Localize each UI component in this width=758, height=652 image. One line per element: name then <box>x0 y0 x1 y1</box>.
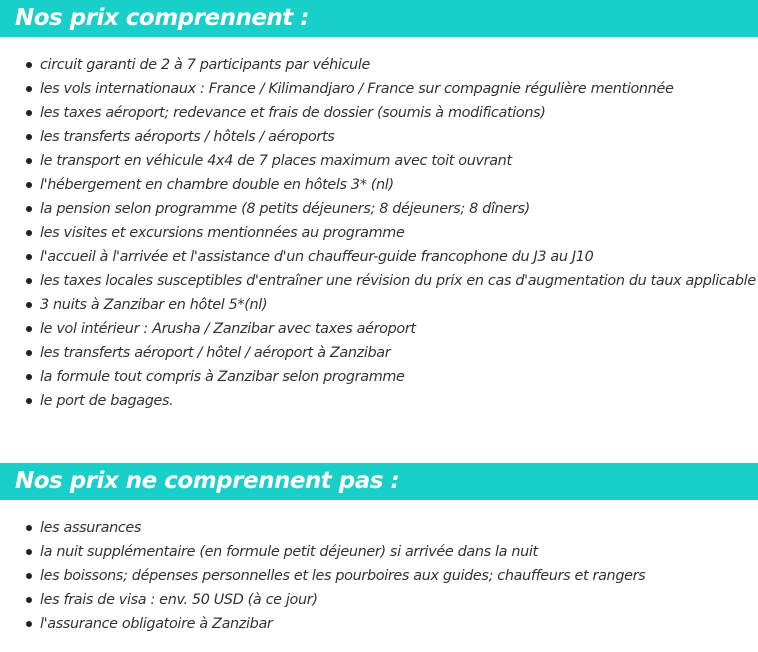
list-item <box>0 245 756 269</box>
list-item <box>0 588 645 612</box>
bullet-icon <box>26 110 32 116</box>
list-item-text: les visites et excursions mentionnées au programme <box>40 225 405 241</box>
list-item-text: circuit garanti de 2 à 7 participants par véhicule <box>40 57 371 73</box>
list-item <box>0 564 645 588</box>
list-item <box>0 389 756 413</box>
bullet-icon <box>26 549 32 555</box>
excluded-section-title: Nos prix ne comprennent pas : <box>15 468 400 494</box>
bullet-icon <box>26 374 32 380</box>
bullet-icon <box>26 350 32 356</box>
list-item-text: les transferts aéroport / hôtel / aéroport à Zanzibar <box>40 345 391 361</box>
bullet-icon <box>26 134 32 140</box>
bullet-icon <box>26 62 32 68</box>
bullet-icon <box>26 182 32 188</box>
bullet-icon <box>26 230 32 236</box>
list-item-text: 3 nuits à Zanzibar en hôtel 5*(nl) <box>40 297 268 313</box>
list-item-text: le transport en véhicule 4x4 de 7 places maximum avec toit ouvrant <box>40 153 512 169</box>
list-item <box>0 540 645 564</box>
list-item <box>0 149 756 173</box>
list-item-text: l'accueil à l'arrivée et l'assistance d'un chauffeur-guide francophone du J3 au J10 <box>40 249 594 265</box>
list-item <box>0 612 645 636</box>
included-items-list <box>0 53 756 413</box>
list-item-text: les vols internationaux : France / Kilimandjaro / France sur compagnie régulière mentionnée <box>40 81 674 97</box>
included-section-banner <box>0 0 758 37</box>
list-item <box>0 341 756 365</box>
list-item <box>0 53 756 77</box>
list-item-text: la pension selon programme (8 petits déjeuners; 8 déjeuners; 8 dîners) <box>40 201 530 217</box>
excluded-items-list <box>0 516 645 636</box>
list-item-text: les frais de visa : env. 50 USD (à ce jour) <box>40 592 318 608</box>
list-item-text: la nuit supplémentaire (en formule petit déjeuner) si arrivée dans la nuit <box>40 544 538 560</box>
list-item <box>0 173 756 197</box>
included-section-title: Nos prix comprennent : <box>15 5 310 31</box>
list-item-text: les taxes aéroport; redevance et frais de dossier (soumis à modifications) <box>40 105 546 121</box>
bullet-icon <box>26 254 32 260</box>
list-item <box>0 516 645 540</box>
list-item-text: les taxes locales susceptibles d'entraîner une révision du prix en cas d'augmentation du taux applicable <box>40 273 756 289</box>
list-item-text: les transferts aéroports / hôtels / aéroports <box>40 129 335 145</box>
list-item-text: le port de bagages. <box>40 393 174 409</box>
bullet-icon <box>26 326 32 332</box>
list-item-text: l'assurance obligatoire à Zanzibar <box>40 616 273 632</box>
bullet-icon <box>26 206 32 212</box>
list-item <box>0 101 756 125</box>
list-item <box>0 221 756 245</box>
bullet-icon <box>26 621 32 627</box>
bullet-icon <box>26 398 32 404</box>
list-item <box>0 293 756 317</box>
bullet-icon <box>26 158 32 164</box>
list-item-text: les boissons; dépenses personnelles et les pourboires aux guides; chauffeurs et rangers <box>40 568 646 584</box>
list-item <box>0 77 756 101</box>
bullet-icon <box>26 597 32 603</box>
bullet-icon <box>26 278 32 284</box>
list-item <box>0 125 756 149</box>
list-item <box>0 197 756 221</box>
list-item-text: le vol intérieur : Arusha / Zanzibar avec taxes aéroport <box>40 321 416 337</box>
bullet-icon <box>26 86 32 92</box>
bullet-icon <box>26 302 32 308</box>
list-item-text: la formule tout compris à Zanzibar selon programme <box>40 369 405 385</box>
bullet-icon <box>26 525 32 531</box>
list-item-text: les assurances <box>40 520 142 536</box>
list-item-text: l'hébergement en chambre double en hôtels 3* (nl) <box>40 177 394 193</box>
list-item <box>0 365 756 389</box>
excluded-section-banner <box>0 463 758 500</box>
list-item <box>0 317 756 341</box>
list-item <box>0 269 756 293</box>
bullet-icon <box>26 573 32 579</box>
